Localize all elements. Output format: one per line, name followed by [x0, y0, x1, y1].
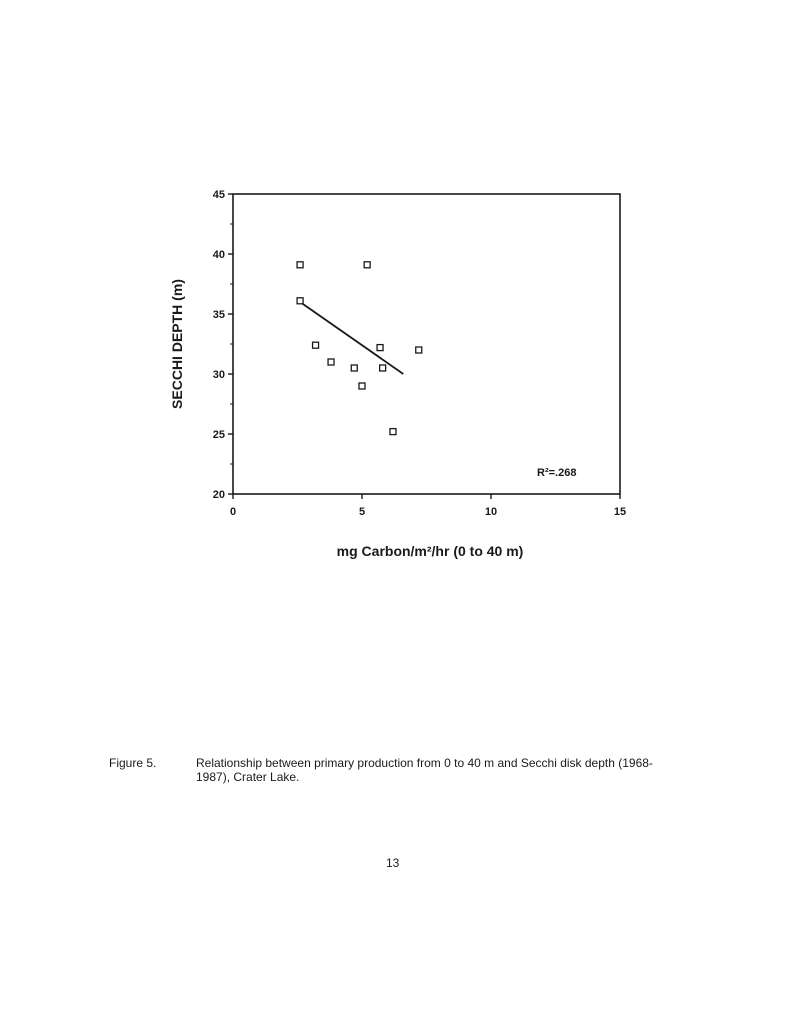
data-point: [297, 298, 303, 304]
page-number: 13: [386, 856, 400, 870]
data-point: [351, 365, 357, 371]
x-tick-label: 15: [613, 506, 627, 518]
x-tick-label: 10: [484, 506, 498, 518]
caption-text: Relationship between primary production from 0 to 40 m and Secchi disk depth (1968-1987), Crater Lake.: [196, 756, 653, 784]
data-points: [297, 262, 422, 435]
r-squared-annotation: R²=.268: [537, 467, 577, 479]
data-point: [297, 262, 303, 268]
y-axis-ticks: [213, 189, 233, 501]
y-tick-label: 40: [212, 249, 225, 261]
fit-line-layer: [300, 302, 403, 374]
regression-line: [300, 302, 403, 374]
x-axis-title: mg Carbon/m²/hr (0 to 40 m): [336, 543, 524, 559]
x-axis-ticks: [230, 494, 626, 518]
y-axis-title: SECCHI DEPTH (m): [169, 279, 185, 409]
data-point: [377, 345, 383, 351]
data-point: [416, 347, 422, 353]
data-point: [313, 342, 319, 348]
plot-frame: [233, 194, 620, 494]
x-tick-label: 0: [229, 506, 237, 518]
data-point: [328, 359, 334, 365]
data-point: [390, 429, 396, 435]
caption-label: Figure 5.: [109, 756, 157, 770]
y-tick-label: 30: [212, 369, 225, 381]
y-tick-label: 45: [212, 189, 225, 201]
data-point: [364, 262, 370, 268]
y-tick-label: 35: [212, 309, 225, 321]
y-tick-label: 20: [212, 489, 225, 501]
x-tick-label: 5: [358, 506, 366, 518]
y-tick-label: 25: [212, 429, 225, 441]
data-point: [380, 365, 386, 371]
data-point: [359, 383, 365, 389]
